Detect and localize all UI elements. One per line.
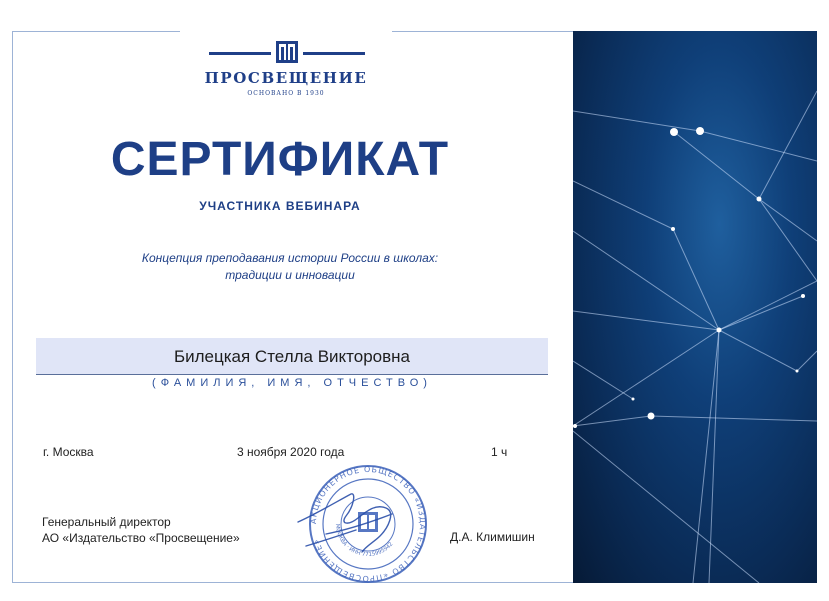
network-graphic-panel	[573, 31, 817, 583]
date-label: 3 ноября 2020 года	[237, 445, 345, 459]
participant-name-caption: (ФАМИЛИЯ, ИМЯ, ОТЧЕСТВО)	[152, 377, 432, 389]
stamp-inner-text: МОСКВА · ИНН 7715995942	[333, 523, 395, 559]
webinar-topic-line2: традиции и инновации	[225, 268, 355, 282]
publisher-tagline: ОСНОВАНО В 1930	[247, 90, 325, 97]
signatory-position	[42, 514, 240, 546]
signatory-position-line2: АО «Издательство «Просвещение»	[42, 531, 240, 545]
logo-rule-left	[209, 52, 271, 55]
logo-rule-right	[303, 52, 365, 55]
signatory-position-line1: Генеральный директор	[42, 515, 171, 529]
certificate-subtitle: УЧАСТНИКА ВЕБИНАРА	[199, 199, 361, 213]
logo-tab	[180, 23, 392, 35]
signatory-name: Д.А. Климишин	[450, 530, 535, 544]
certificate-title: СЕРТИФИКАТ	[110, 133, 450, 186]
duration-label: 1 ч	[491, 445, 508, 459]
webinar-topic-line1: Концепция преподавания истории России в школах:	[141, 251, 439, 265]
prosveshchenie-logo-icon	[276, 41, 298, 63]
city-label: г. Москва	[43, 445, 94, 459]
official-stamp-seal	[296, 454, 446, 584]
publisher-name: ПРОСВЕЩЕНИЕ	[204, 69, 368, 87]
webinar-topic	[60, 250, 520, 284]
stamp-outer-text: АКЦИОНЕРНОЕ ОБЩЕСТВО «ИЗДАТЕЛЬСТВО «ПРОСВЕЩЕНИЕ»	[308, 464, 428, 584]
participant-name: Билецкая Стелла Викторовна	[36, 338, 548, 375]
network-lines-graphic	[573, 31, 817, 583]
